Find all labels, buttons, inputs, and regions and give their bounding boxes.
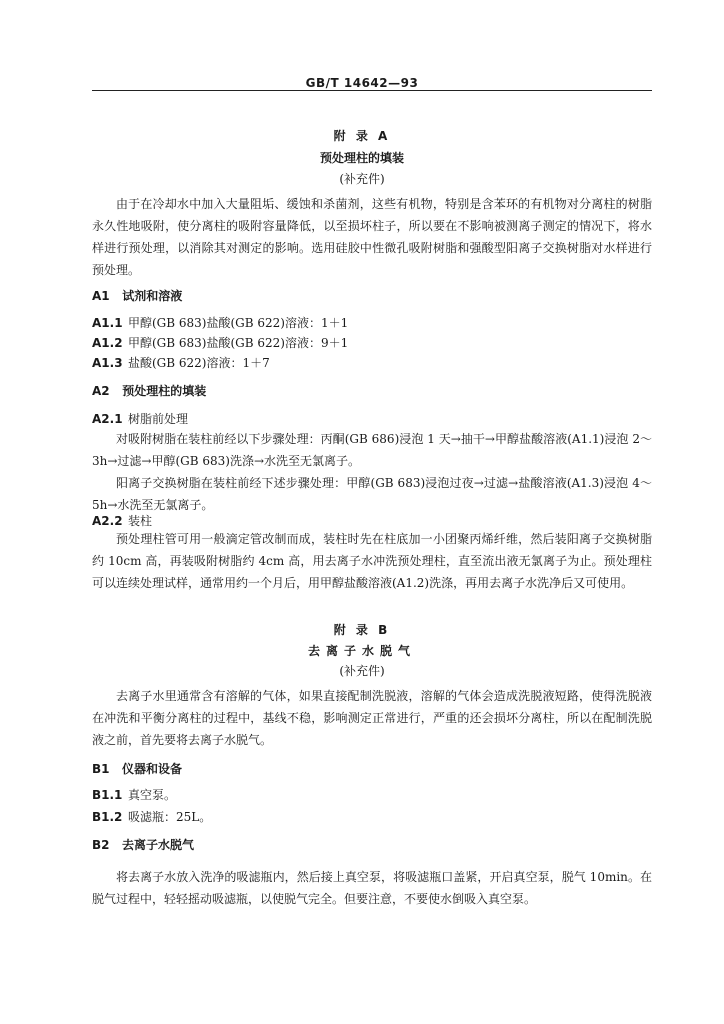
- section-a2-title: 预处理柱的填装: [122, 384, 207, 398]
- subsection-a22-heading: [92, 512, 152, 529]
- standard-number: GB/T 14642—93: [305, 76, 419, 90]
- item-text: 装柱: [128, 514, 153, 528]
- appendix-b-label: 附 录 B: [333, 623, 391, 637]
- item-number: B1.1: [92, 788, 123, 802]
- section-b2-number: B2: [92, 838, 110, 852]
- item-number: A2.1: [92, 412, 123, 426]
- item-number: A2.2: [92, 514, 123, 528]
- section-a2-heading: [92, 382, 206, 399]
- list-item: [92, 354, 270, 371]
- appendix-a-note: (补充件): [339, 172, 385, 186]
- item-number: A1.3: [92, 356, 123, 370]
- appendix-b-note: (补充件): [339, 664, 385, 678]
- a22-paragraph: 预处理柱管可用一般滴定管改制而成，装柱时先在柱底加一小团聚丙烯纤维，然后装阳离子交换树脂约 10cm 高，再装吸附树脂约 4cm 高，用去离子水冲洗预处理柱，直至流出液无氯离子为止。预处理柱可以连续处理试样，通常用约一个月后，用甲醇盐酸溶液(A1.2)洗涤，再用去离子水洗净后又可使用。: [92, 532, 652, 590]
- appendix-b-title: 去离子水脱气: [307, 644, 416, 658]
- item-number: B1.2: [92, 810, 123, 824]
- list-item: [92, 786, 176, 803]
- b2-paragraph: 将去离子水放入洗净的吸滤瓶内，然后接上真空泵，将吸滤瓶口盖紧，开启真空泵，脱气 10min。在脱气过程中，轻轻摇动吸滤瓶，以使脱气完全。但要注意，不要使水倒吸入真空泵。: [92, 870, 652, 906]
- appendix-a-intro: 由于在冷却水中加入大量阻垢、缓蚀和杀菌剂，这些有机物，特别是含苯环的有机物对分离柱的树脂永久性地吸附，使分离柱的吸附容量降低，以至损坏柱子，所以要在不影响被测离子测定的情况下，将水样进行预处理，以消除其对测定的影响。选用硅胶中性微孔吸附树脂和强酸型阳离子交换树脂对水样进行预处理。: [92, 197, 652, 277]
- section-b2-heading: [92, 836, 194, 853]
- item-text: 盐酸(GB 622)溶液：1＋7: [128, 356, 270, 370]
- item-text: 甲醇(GB 683)盐酸(GB 622)溶液：9＋1: [128, 336, 349, 350]
- section-b2-title: 去离子水脱气: [122, 838, 195, 852]
- header-rule: [92, 90, 652, 91]
- appendix-b-intro: 去离子水里通常含有溶解的气体，如果直接配制洗脱液，溶解的气体会造成洗脱液短路，使得洗脱液在冲洗和平衡分离柱的过程中，基线不稳，影响测定正常进行，严重的还会损坏分离柱，所以在配制洗脱液之前，首先要将去离子水脱气。: [92, 689, 652, 747]
- list-item: [92, 314, 348, 331]
- item-number: A1.1: [92, 316, 123, 330]
- list-item: [92, 808, 211, 825]
- a21-paragraph-1: 对吸附树脂在装柱前经以下步骤处理：丙酮(GB 686)浸泡 1 天→抽干→甲醇盐酸溶液(A1.1)浸泡 2～3h→过滤→甲醇(GB 683)洗涤→水洗至无氯离子。: [92, 432, 652, 468]
- appendix-a-title: 预处理柱的填装: [319, 151, 404, 165]
- section-b1-number: B1: [92, 762, 110, 776]
- appendix-a-label: 附 录 A: [333, 129, 391, 143]
- a21-paragraph-2: 阳离子交换树脂在装柱前经下述步骤处理：甲醇(GB 683)浸泡过夜→过滤→盐酸溶液(A1.3)浸泡 4～5h→水洗至无氯离子。: [92, 476, 652, 512]
- section-a1-heading: [92, 287, 182, 304]
- item-text: 吸滤瓶：25L。: [128, 810, 212, 824]
- section-a1-number: A1: [92, 289, 110, 303]
- subsection-a21-heading: [92, 410, 188, 427]
- section-b1-title: 仪器和设备: [122, 762, 183, 776]
- item-number: A1.2: [92, 336, 123, 350]
- section-a1-title: 试剂和溶液: [122, 289, 183, 303]
- item-text: 甲醇(GB 683)盐酸(GB 622)溶液：1＋1: [128, 316, 349, 330]
- item-text: 真空泵。: [128, 788, 177, 802]
- list-item: [92, 334, 348, 351]
- section-b1-heading: [92, 760, 182, 777]
- section-a2-number: A2: [92, 384, 110, 398]
- item-text: 树脂前处理: [128, 412, 189, 426]
